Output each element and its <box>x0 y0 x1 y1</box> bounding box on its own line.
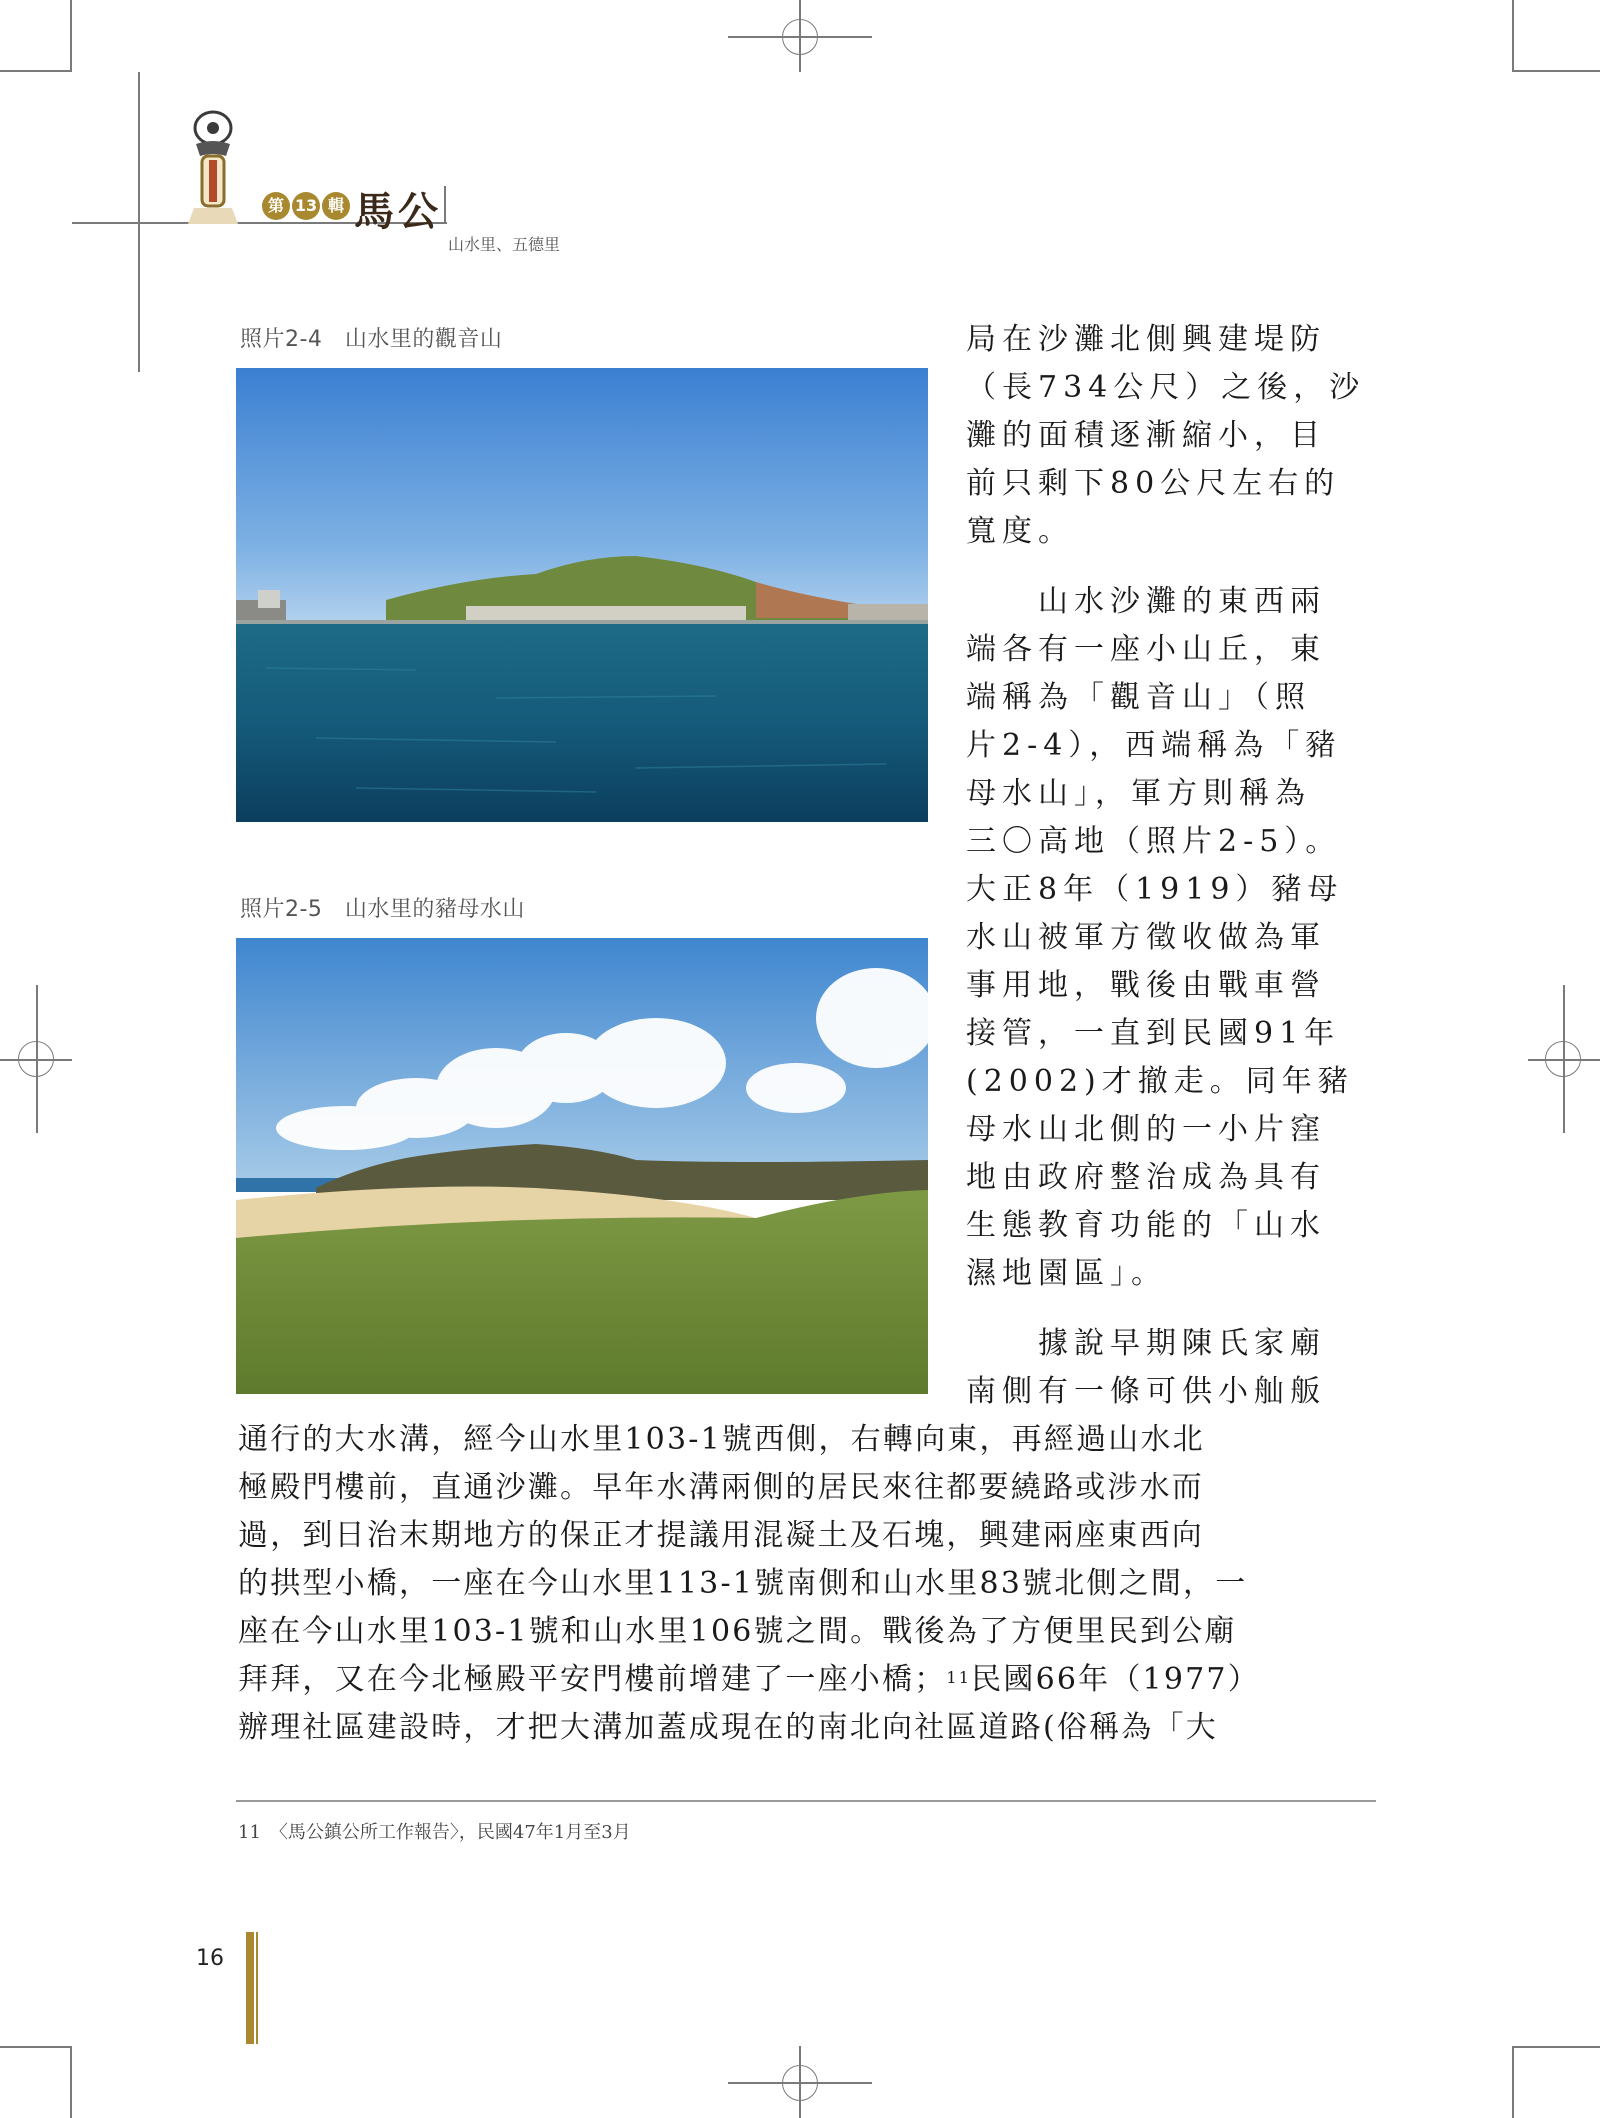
column-line: 水山被軍方徵收做為軍 <box>966 920 1326 955</box>
column-line: 局在沙灘北側興建堤防 <box>966 322 1326 357</box>
crop-mark <box>70 2046 72 2118</box>
crop-mark <box>0 70 72 72</box>
column-line: 前只剩下80公尺左右的 <box>966 466 1341 501</box>
column-line: 地由政府整治成為具有 <box>966 1160 1326 1195</box>
page-number: 16 <box>196 1946 224 1971</box>
lantern-logo <box>180 108 246 226</box>
column-line: 灘的面積逐漸縮小，目 <box>966 418 1326 453</box>
crop-mark <box>1512 2046 1600 2048</box>
column-line: 寬度。 <box>966 514 1074 549</box>
volume-badge-suffix: 輯 <box>322 192 350 220</box>
crop-mark <box>1512 0 1514 70</box>
body-line-text: 民國66年（1977） <box>971 1662 1260 1697</box>
column-line: 山水沙灘的東西兩 <box>966 584 1326 619</box>
volume-badge-number: 13 <box>292 192 320 220</box>
header-rule-tick <box>444 186 446 224</box>
column-line: 端稱為「觀音山」（照 <box>966 680 1311 715</box>
column-line: 濕地園區」。 <box>966 1256 1167 1291</box>
footnote-reference: 11 <box>946 1668 972 1687</box>
footnote: 11 〈馬公鎮公所工作報告〉，民國47年1月至3月 <box>238 1822 631 1843</box>
footnote-rule <box>236 1800 1376 1802</box>
book-subtitle: 山水里、五德里 <box>448 235 561 254</box>
column-line: 端各有一座小山丘，東 <box>966 632 1326 667</box>
photo-caption: 照片2-4 山水里的觀音山 <box>240 327 503 352</box>
column-line: 據說早期陳氏家廟 <box>966 1326 1326 1361</box>
column-line: 南側有一條可供小舢舨 <box>966 1374 1326 1409</box>
body-line: 座在今山水里103-1號和山水里106號之間。戰後為了方便里民到公廟 <box>238 1614 1237 1649</box>
body-line: 的拱型小橋，一座在今山水里113-1號南側和山水里83號北側之間，一 <box>238 1566 1248 1601</box>
column-line: （長734公尺）之後，沙 <box>966 370 1366 405</box>
column-line: 接管，一直到民國91年 <box>966 1016 1341 1051</box>
photo-zhumushui-mountain <box>236 938 928 1394</box>
column-line: 生態教育功能的「山水 <box>966 1208 1326 1243</box>
photo-guanyin-mountain <box>236 368 928 822</box>
column-line: (2002)才撤走。同年豬 <box>966 1064 1354 1099</box>
body-line: 極殿門樓前，直通沙灘。早年水溝兩側的居民來往都要繞路或涉水而 <box>238 1470 1204 1505</box>
column-line: 事用地，戰後由戰車營 <box>966 968 1326 1003</box>
body-line-with-footnote <box>238 1656 1260 1704</box>
crop-mark <box>70 0 72 70</box>
body-line: 通行的大水溝，經今山水里103-1號西側，右轉向東，再經過山水北 <box>238 1422 1205 1457</box>
column-line: 母水山北側的一小片窪 <box>966 1112 1326 1147</box>
body-line-text: 拜拜，又在今北極殿平安門樓前增建了一座小橋； <box>238 1662 947 1697</box>
column-line: 母水山」，軍方則稱為 <box>966 776 1311 811</box>
column-line: 三〇高地（照片2-5）。 <box>966 824 1342 859</box>
volume-badge-prefix: 第 <box>262 192 290 220</box>
crop-mark <box>0 2046 72 2048</box>
body-line: 過，到日治末期地方的保正才提議用混凝土及石塊，興建兩座東西向 <box>238 1518 1204 1553</box>
page-number-bar-thin <box>256 1932 258 2044</box>
column-line: 大正8年（1919）豬母 <box>966 872 1344 907</box>
crop-mark <box>1512 2046 1514 2118</box>
column-line: 片2-4），西端稱為「豬 <box>966 728 1342 763</box>
body-line: 辦理社區建設時，才把大溝加蓋成現在的南北向社區道路(俗稱為「大 <box>238 1710 1218 1745</box>
page-number-bar <box>246 1932 254 2044</box>
photo-caption: 照片2-5 山水里的豬母水山 <box>240 897 525 922</box>
crop-mark <box>1512 70 1600 72</box>
book-title: 馬公 <box>354 188 442 235</box>
